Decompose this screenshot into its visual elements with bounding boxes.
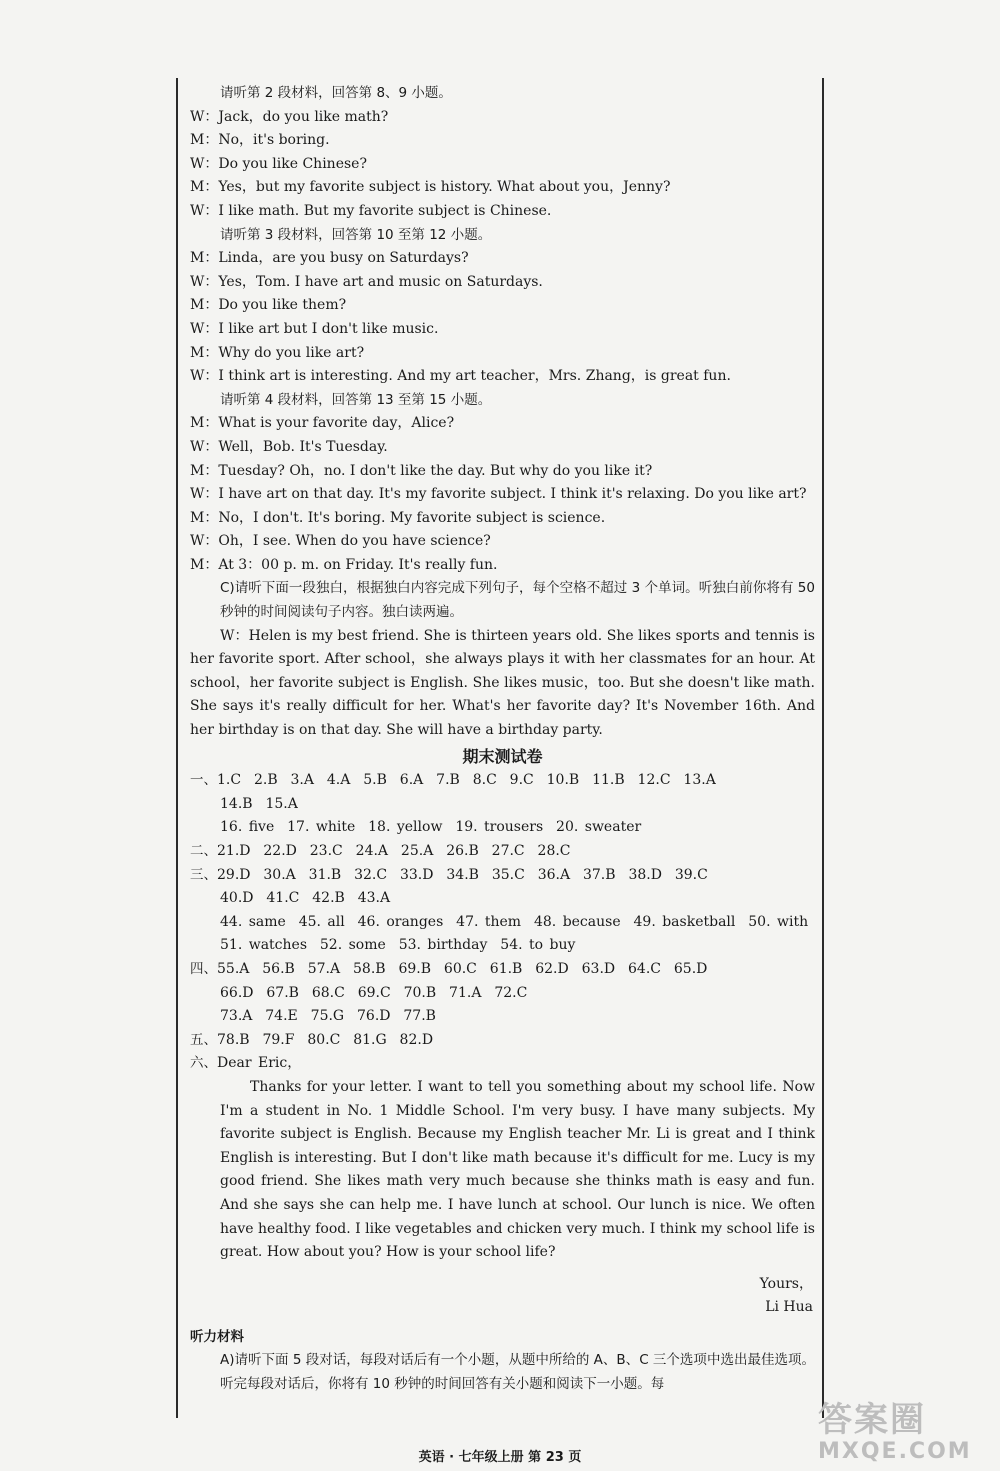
answer-row	[190, 982, 815, 1006]
answer-section-number: 二、	[190, 843, 217, 859]
answer-text: 1.C 2.B 3.A 4.A 5.B 6.A 7.B 8.C 9.C 10.B 11.B 12.C 13.A	[217, 772, 716, 789]
dialogue-section-heading: 请听第 2 段材料，回答第 8、9 小题。	[220, 85, 452, 101]
answer-row	[190, 816, 815, 840]
dialogue-line: M：No，I don't. It's boring. My favorite subject is science.	[190, 509, 606, 526]
answer-text: 51. watches 52. some 53. birthday 54. to buy	[220, 937, 576, 954]
dialogue-section-heading: 请听第 4 段材料，回答第 13 至第 15 小题。	[220, 391, 492, 408]
answer-row	[190, 769, 815, 793]
dialogue-section-heading: 请听第 3 段材料，回答第 10 至第 12 小题。	[220, 226, 492, 243]
answer-row	[190, 1029, 815, 1053]
dialogue-line: M：No，it's boring.	[190, 132, 330, 149]
dialogue-line: M：What is your favorite day，Alice?	[190, 415, 455, 432]
watermark-logo-text: 答案圈	[818, 1400, 926, 1440]
letter-closing: Yours，	[759, 1275, 813, 1292]
dialogue-line: W：I like art but I don't like music.	[190, 320, 439, 337]
dialogue-line: W：I have art on that day. It's my favorite subject. I think it's relaxing. Do you like art?	[190, 486, 807, 503]
answer-row	[190, 1052, 815, 1076]
listening-section-a: A)请听下面 5 段对话，每段对话后有一个小题，从题中所给的 A、B、C 三个选项中选出最佳选项。听完每段对话后，你将有 10 秒钟的时间回答有关小题和阅读下一小题。每	[220, 1352, 815, 1393]
site-watermark	[818, 1400, 988, 1466]
answer-row	[190, 1005, 815, 1029]
answer-text: 66.D 67.B 68.C 69.C 70.B 71.A 72.C	[220, 984, 528, 1001]
dialogue-line: W：I think art is interesting. And my art teacher，Mrs. Zhang，is great fun.	[190, 368, 731, 385]
answer-row	[190, 911, 815, 935]
right-margin-rule	[822, 78, 824, 1418]
answer-text: 14.B 15.A	[220, 795, 298, 812]
dialogue-line: W：Oh，I see. When do you have science?	[190, 533, 491, 550]
answer-section-number: 一、	[190, 772, 217, 789]
answer-text: 29.D 30.A 31.B 32.C 33.D 34.B 35.C 36.A 37.B 38.D 39.C	[217, 866, 708, 883]
answer-row	[190, 934, 815, 958]
answer-row	[190, 887, 815, 911]
answer-text: 55.A 56.B 57.A 58.B 69.B 60.C 61.B 62.D 63.D 64.C 65.D	[217, 960, 708, 977]
watermark-url: MXQE.COM	[818, 1439, 972, 1464]
dialogue-line: W：Do you like Chinese?	[190, 155, 367, 172]
answer-section-number: 六、	[190, 1055, 217, 1072]
answer-text: 44. same 45. all 46. oranges 47. them 48. because 49. basketball 50. with	[220, 913, 809, 930]
answer-row	[190, 958, 815, 982]
letter-body: Thanks for your letter. I want to tell you something about my school life. Now I'm a student in No. 1 Middle School. I'm very busy. I have many subjects. My favorite subject is English. Because my English teacher Mr. Li is great and I think English is interesting. But I don't like math because it's difficult for me. Lucy is my good friend. She likes math very much because she thinks math is easy and fun. And she says she can help me. I have lunch at school. Our lunch is nice. We often have healthy food. I like vegetables and chicken very much. I think my school life is great. How about you? How is your school life?	[220, 1078, 815, 1261]
dialogue-transcript	[190, 82, 815, 577]
listening-heading: 听力材料	[190, 1328, 244, 1345]
dialogue-line: M：Yes，but my favorite subject is history. What about you，Jenny?	[190, 179, 671, 196]
dialogue-line: W：Well，Bob. It's Tuesday.	[190, 438, 388, 455]
dialogue-line: W：Yes，Tom. I have art and music on Saturdays.	[190, 273, 543, 290]
answer-section-number: 五、	[190, 1031, 217, 1048]
answer-text: 73.A 74.E 75.G 76.D 77.B	[220, 1008, 436, 1025]
answer-text: 40.D 41.C 42.B 43.A	[220, 890, 391, 907]
answer-text: 78.B 79.F 80.C 81.G 82.D	[217, 1031, 434, 1048]
answer-section-number: 三、	[190, 866, 217, 883]
dialogue-line: M：Why do you like art?	[190, 344, 365, 361]
answer-text: Dear Eric，	[217, 1055, 302, 1072]
letter-signature: Li Hua	[765, 1299, 813, 1316]
answer-row	[190, 864, 815, 888]
page-content	[190, 82, 815, 1397]
answer-key	[190, 769, 815, 1076]
left-margin-rule	[176, 78, 178, 1418]
answer-section-number: 四、	[190, 960, 217, 977]
sample-letter	[190, 1076, 815, 1265]
answer-text: 21.D 22.D 23.C 24.A 25.A 26.B 27.C 28.C	[217, 843, 571, 859]
dialogue-line: W：Jack，do you like math?	[190, 108, 389, 125]
dialogue-line: M：Linda，are you busy on Saturdays?	[190, 250, 469, 267]
dialogue-line: M：Tuesday? Oh，no. I don't like the day. But why do you like it?	[190, 462, 653, 479]
dialogue-line: W：I like math. But my favorite subject is Chinese.	[190, 202, 552, 219]
dialogue-line: M：Do you like them?	[190, 297, 347, 314]
answer-text: 16. five 17. white 18. yellow 19. trousers 20. sweater	[220, 819, 642, 836]
answer-row	[190, 840, 815, 864]
section-c-instruction: C)请听下面一段独白，根据独白内容完成下列句子，每个空格不超过 3 个单词。听独白前你将有 50 秒钟的时间阅读句子内容。独白读两遍。	[220, 580, 815, 621]
exam-title: 期末测试卷	[462, 746, 543, 766]
dialogue-line: M：At 3：00 p. m. on Friday. It's really fun.	[190, 556, 498, 573]
section-c-monologue: W：Helen is my best friend. She is thirteen years old. She likes sports and tennis is her favorite sport. After school，she always plays it with her classmates for an hour. At school，her favorite subject is English. She likes music，too. But she doesn't like math. She says it's really difficult for her. What's her favorite day? It's November 16th. And her birthday is on that day. She will have a birthday party.	[190, 627, 815, 739]
page-footer: 英语 · 七年级上册 第 23 页	[418, 1450, 582, 1465]
answer-row	[190, 793, 815, 817]
